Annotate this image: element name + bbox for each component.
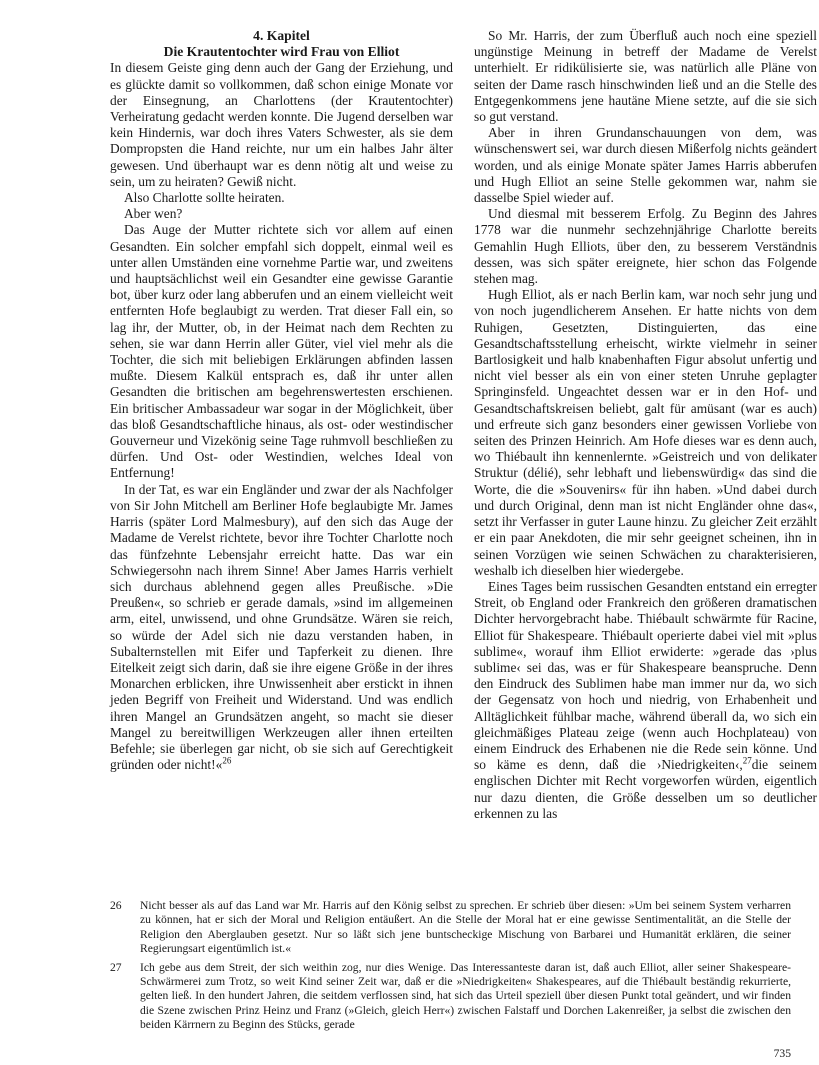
footnote-text: Ich gebe aus dem Streit, der sich weithin zog, nur dies Wenige. Das Interessanteste daran ist, daß auch Elliot, aller seiner Shakespeare-Schwärmerei zum Trotz, so weit Kind seiner Zeit war, daß er die »Niedrigkeiten« Shakespeares, auf die Thiébault beständig rekurrierte, gelten ließ. In den hundert Jahren, die seitdem verflossen sind, hat sich das Urteil speziell über diesen Punkt total geändert, und wir finden die Szene zwischen Prinz Heinz und Franz (»Gleich, gleich Herr«) zwischen Falstaff und Dorchen Lakenreißer, ja selbst die zwischen den beiden Kärrnern zu Beginn des Stücks, gerade [140,960,791,1032]
paragraph: Hugh Elliot, als er nach Berlin kam, war noch sehr jung und von noch jugendlicherem Ansehen. Er hatte nichts von dem Ruhigen, Gesetzten, Distinguierten, das eine Gesandtschaftsstellung erheischt, wirkte vielmehr in seiner Bartlosigkeit und halb knabenhaften Figur absolut unfertig und nicht viel besser als ein von einer steten Unruhe geplagter Springinsfeld. Ungeachtet dessen war er in den Hof- und Gesandtschaftskreisen beliebt, galt für amüsant (war es auch) und erfreute sich ganz besonders einer gewissen Vorliebe von seiten des Prinzen Heinrich. Am Hofe dieses war es denn auch, wo Thiébault ihn kennenlernte. »Geistreich und von delikater Struktur (délié), sehr lebhaft und liebenswürdig« das sind die Worte, die die »Souvenirs« für ihn haben. »Und dabei durch und durch Original, denn man ist nicht Engländer ohne das«, setzt ihr Verfasser in guter Laune hinzu. Zu gleicher Zeit erzählt er ein paar Anekdoten, die mir sehr geeignet scheinen, ihn in seinen Vorzügen wie seinen Schwächen zu charakterisieren, weshalb ich dieselben hier wiedergebe. [474,287,817,578]
chapter-number: 4. Kapitel [253,28,310,43]
page-number: 735 [773,1047,791,1060]
paragraph [474,579,817,822]
paragraph: Aber wen? [124,206,183,222]
paragraph: So Mr. Harris, der zum Überfluß auch noch eine speziell ungünstige Meinung in betreff der Madame de Verelst unterhielt. Er ridikülisierte sie, was natürlich alle Pläne von seiten der Dame rasch hinschwinden ließ und an die Stelle des Entgegenkommens jene hautäne Miene setzte, auf die sie sich so gut verstand. [474,28,817,125]
left-column [110,28,453,773]
paragraph-text: die seinem englischen Dichter mit Recht vorgeworfen würden, eigentlich nur dazu dienten, die Größe desselben um so deutlicher erkennen zu las [474,757,817,821]
paragraph-text: Eines Tages beim russischen Gesandten entstand ein erregter Streit, ob England oder Frankreich den größeren dramatischen Dichter hervorgebracht habe. Thiébault schwärmte für Racine, Elliot für Shakespeare. Thiébault operierte dabei viel mit »plus sublime«, worauf ihm Elliot erwiderte: »gerade das ›plus sublime‹ sei das, was er für Shakespeare beanspruche. Denn den Eindruck des Sublimen habe man immer nur da, wo sich der Gegensatz von hoch und niedrig, von Erhabenheit und Alltäglichkeit fühlbar mache, während überall da, wo sich ein gleichmäßiges Plateau zeige (wenn auch Hochplateau) von einem Eindruck des Erhabenen nie die Rede sein könne. Und so käme es denn, daß die ›Niedrigkeiten‹, [474,578,817,773]
paragraph: Das Auge der Mutter richtete sich vor allem auf einen Gesandten. Ein solcher empfahl sich doppelt, einmal weil es unter allen Umständen eine vornehme Partie war, und zweitens und hauptsächlichst weil ein Gesandter eine gewisse Garantie bot, über kurz oder lang abberufen und an einem vielleicht weit entfernten Hofe beglaubigt zu werden. Trat dieser Fall ein, so lag ihr, der Mutter, ob, in der Heimat nach dem Rechten zu sehen, sie war dann Herrin aller Güter, viel viel mehr als die Tochter, die sich mit beliebigen Erklärungen abfinden lassen mußte. Diesem Kalkül entsprach es, daß ihr unter allen Gesandten die britischen am begehrenswertesten erschienen. Ein britischer Ambassadeur war sogar in der Möglichkeit, über das bloß Gesandtschaftliche hinaus, als ost- oder westindischer Gouverneur und Vizekönig seine Tage ruhmvoll beschließen zu dürfen. Und Ost- oder Westindien, welches Ideal von Entfernung! [110,222,453,481]
footnote-number: 26 [110,899,122,912]
footnote-ref-27[interactable]: 27 [742,755,752,766]
footnote-ref-26[interactable]: 26 [222,755,232,766]
paragraph: In diesem Geiste ging denn auch der Gang der Erziehung, und es glückte damit so vollkommen, daß schon einige Monate vor der Einsegnung, an Charlottens (der Krautentochter) Verheiratung gedacht werden konnte. Die Jugend derselben war kein Hindernis, war doch ihres Vaters Schwester, als sie dem Dompropsten die Hand reichte, nur um ein halbes Jahr älter gewesen. Und überhaupt war es denn nötig alt und weise zu sein, um zu heiraten? Gewiß nicht. [110,60,453,189]
paragraph: Aber in ihren Grundanschauungen von dem, was wünschenswert sei, war durch diesen Mißerfolg nichts geändert worden, und als einige Monate später James Harris abberufen und Hugh Elliot an seine Stelle gekommen war, nahm sie dasselbe Spiel wieder auf. [474,125,817,206]
paragraph [110,482,453,774]
right-column [474,28,817,822]
chapter-title: Die Krautentochter wird Frau von Elliot [163,44,400,60]
footnote-26 [110,899,791,957]
footnote-27 [110,961,791,1033]
paragraph-text: In der Tat, es war ein Engländer und zwar der als Nachfolger von Sir John Mitchell am Berliner Hofe beglaubigte Mr. James Harris (später Lord Malmesbury), auf den sich das Auge der Madame de Verelst richtete, bevor ihre Tochter Charlotte noch das fünfzehnte Lebensjahr erreicht hatte. Das war ein Schwiegersohn nach ihrem Sinne! Aber James Harris verhielt sich durchaus ablehnend gegen alles Preußische. »Die Preußen«, so schrieb er gerade damals, »sind im allgemeinen arm, eitel, unwissend, und ohne Grundsätze. Wären sie reich, so würde der Adel sich nie dazu verstanden haben, in Subalternstellen mit Eifer und Tapferkeit zu dienen. Ihre Eitelkeit zeigt sich darin, daß sie ihre eigene Größe in der ihres Monarchen erblicken, ihre Unwissenheit aber erstickt in ihnen jeden Begriff von Freiheit und Widerstand. Und was endlich ihren Mangel an Grundsätzen angeht, so macht sie dieser Mangel zu bereitwilligen Werkzeugen aller ihnen erteilten Befehle; sie überlegen gar nicht, ob sie sich auf Gerechtigkeit gründen oder nicht!« [110,481,453,773]
footnote-text: Nicht besser als auf das Land war Mr. Harris auf den König selbst zu sprechen. Er schrieb über diesen: »Um bei seinem System verharren zu können, hat er sich der Moral und Religion entäußert. An die Stelle der Moral hat er eine gewisse Sentimentalität, an die Stelle der Religion den Aberglauben gesetzt. Nur so läßt sich jene buntscheckige Mischung von Barbarei und Humanität erklären, die seiner Regierungsart eigentümlich ist.« [140,899,791,956]
footnote-number: 27 [110,960,122,974]
paragraph: Und diesmal mit besserem Erfolg. Zu Beginn des Jahres 1778 war die nunmehr sechzehnjährige Charlotte bereits Gemahlin Hugh Elliots, über den, zu besserem Verständnis dessen, was sich später ereignete, hier schon das Folgende stehen mag. [474,206,817,287]
footnotes [110,899,791,1037]
paragraph: Also Charlotte sollte heiraten. [124,190,285,206]
